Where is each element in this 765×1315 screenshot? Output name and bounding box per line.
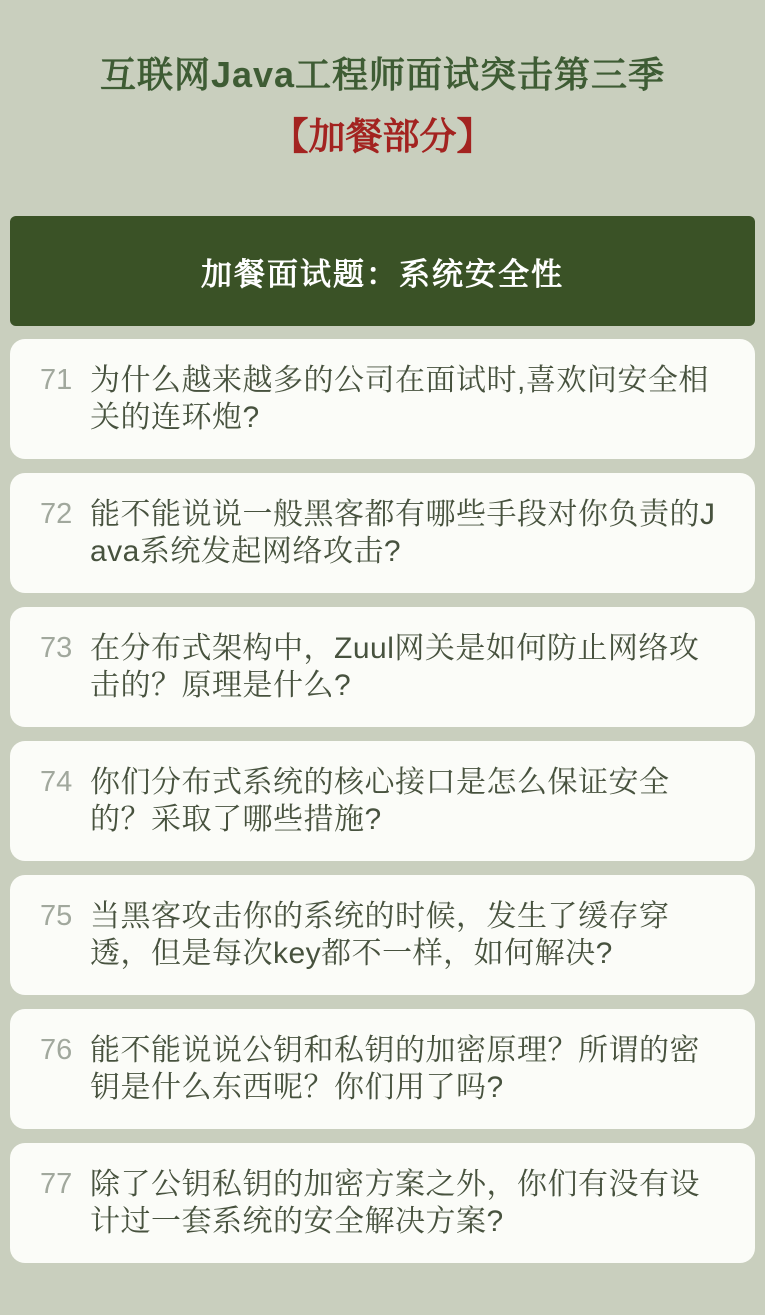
question-text: 能不能说说公钥和私钥的加密原理？所谓的密钥是什么东西呢？你们用了吗? xyxy=(90,1034,700,1104)
question-number: 73 xyxy=(40,632,73,664)
question-text: 能不能说说一般黑客都有哪些手段对你负责的Java系统发起网络攻击? xyxy=(90,498,716,568)
question-text: 除了公钥私钥的加密方案之外，你们有没有设计过一套系统的安全解决方案? xyxy=(90,1168,700,1238)
section-title: 加餐面试题：系统安全性 xyxy=(201,256,564,292)
question-text: 在分布式架构中，Zuul网关是如何防止网络攻击的？原理是什么? xyxy=(90,632,700,702)
section-header-bar xyxy=(10,216,755,326)
question-list xyxy=(10,339,755,1263)
question-number: 74 xyxy=(40,766,73,798)
question-card xyxy=(10,473,755,593)
question-card xyxy=(10,741,755,861)
question-number: 72 xyxy=(40,498,73,530)
question-card xyxy=(10,607,755,727)
question-number: 71 xyxy=(40,364,73,396)
question-card xyxy=(10,1009,755,1129)
course-subtitle: 【加餐部分】 xyxy=(271,116,494,157)
question-text: 当黑客攻击你的系统的时候，发生了缓存穿透，但是每次key都不一样，如何解决? xyxy=(90,900,670,970)
question-number: 75 xyxy=(40,900,73,932)
question-card xyxy=(10,1143,755,1263)
question-number: 76 xyxy=(40,1034,73,1066)
question-number: 77 xyxy=(40,1168,73,1200)
course-title: 互联网Java工程师面试突击第三季 xyxy=(99,54,666,95)
question-card xyxy=(10,339,755,459)
question-text: 你们分布式系统的核心接口是怎么保证安全的？采取了哪些措施? xyxy=(90,766,670,836)
question-text: 为什么越来越多的公司在面试时,喜欢问安全相关的连环炮? xyxy=(90,364,709,434)
question-card xyxy=(10,875,755,995)
